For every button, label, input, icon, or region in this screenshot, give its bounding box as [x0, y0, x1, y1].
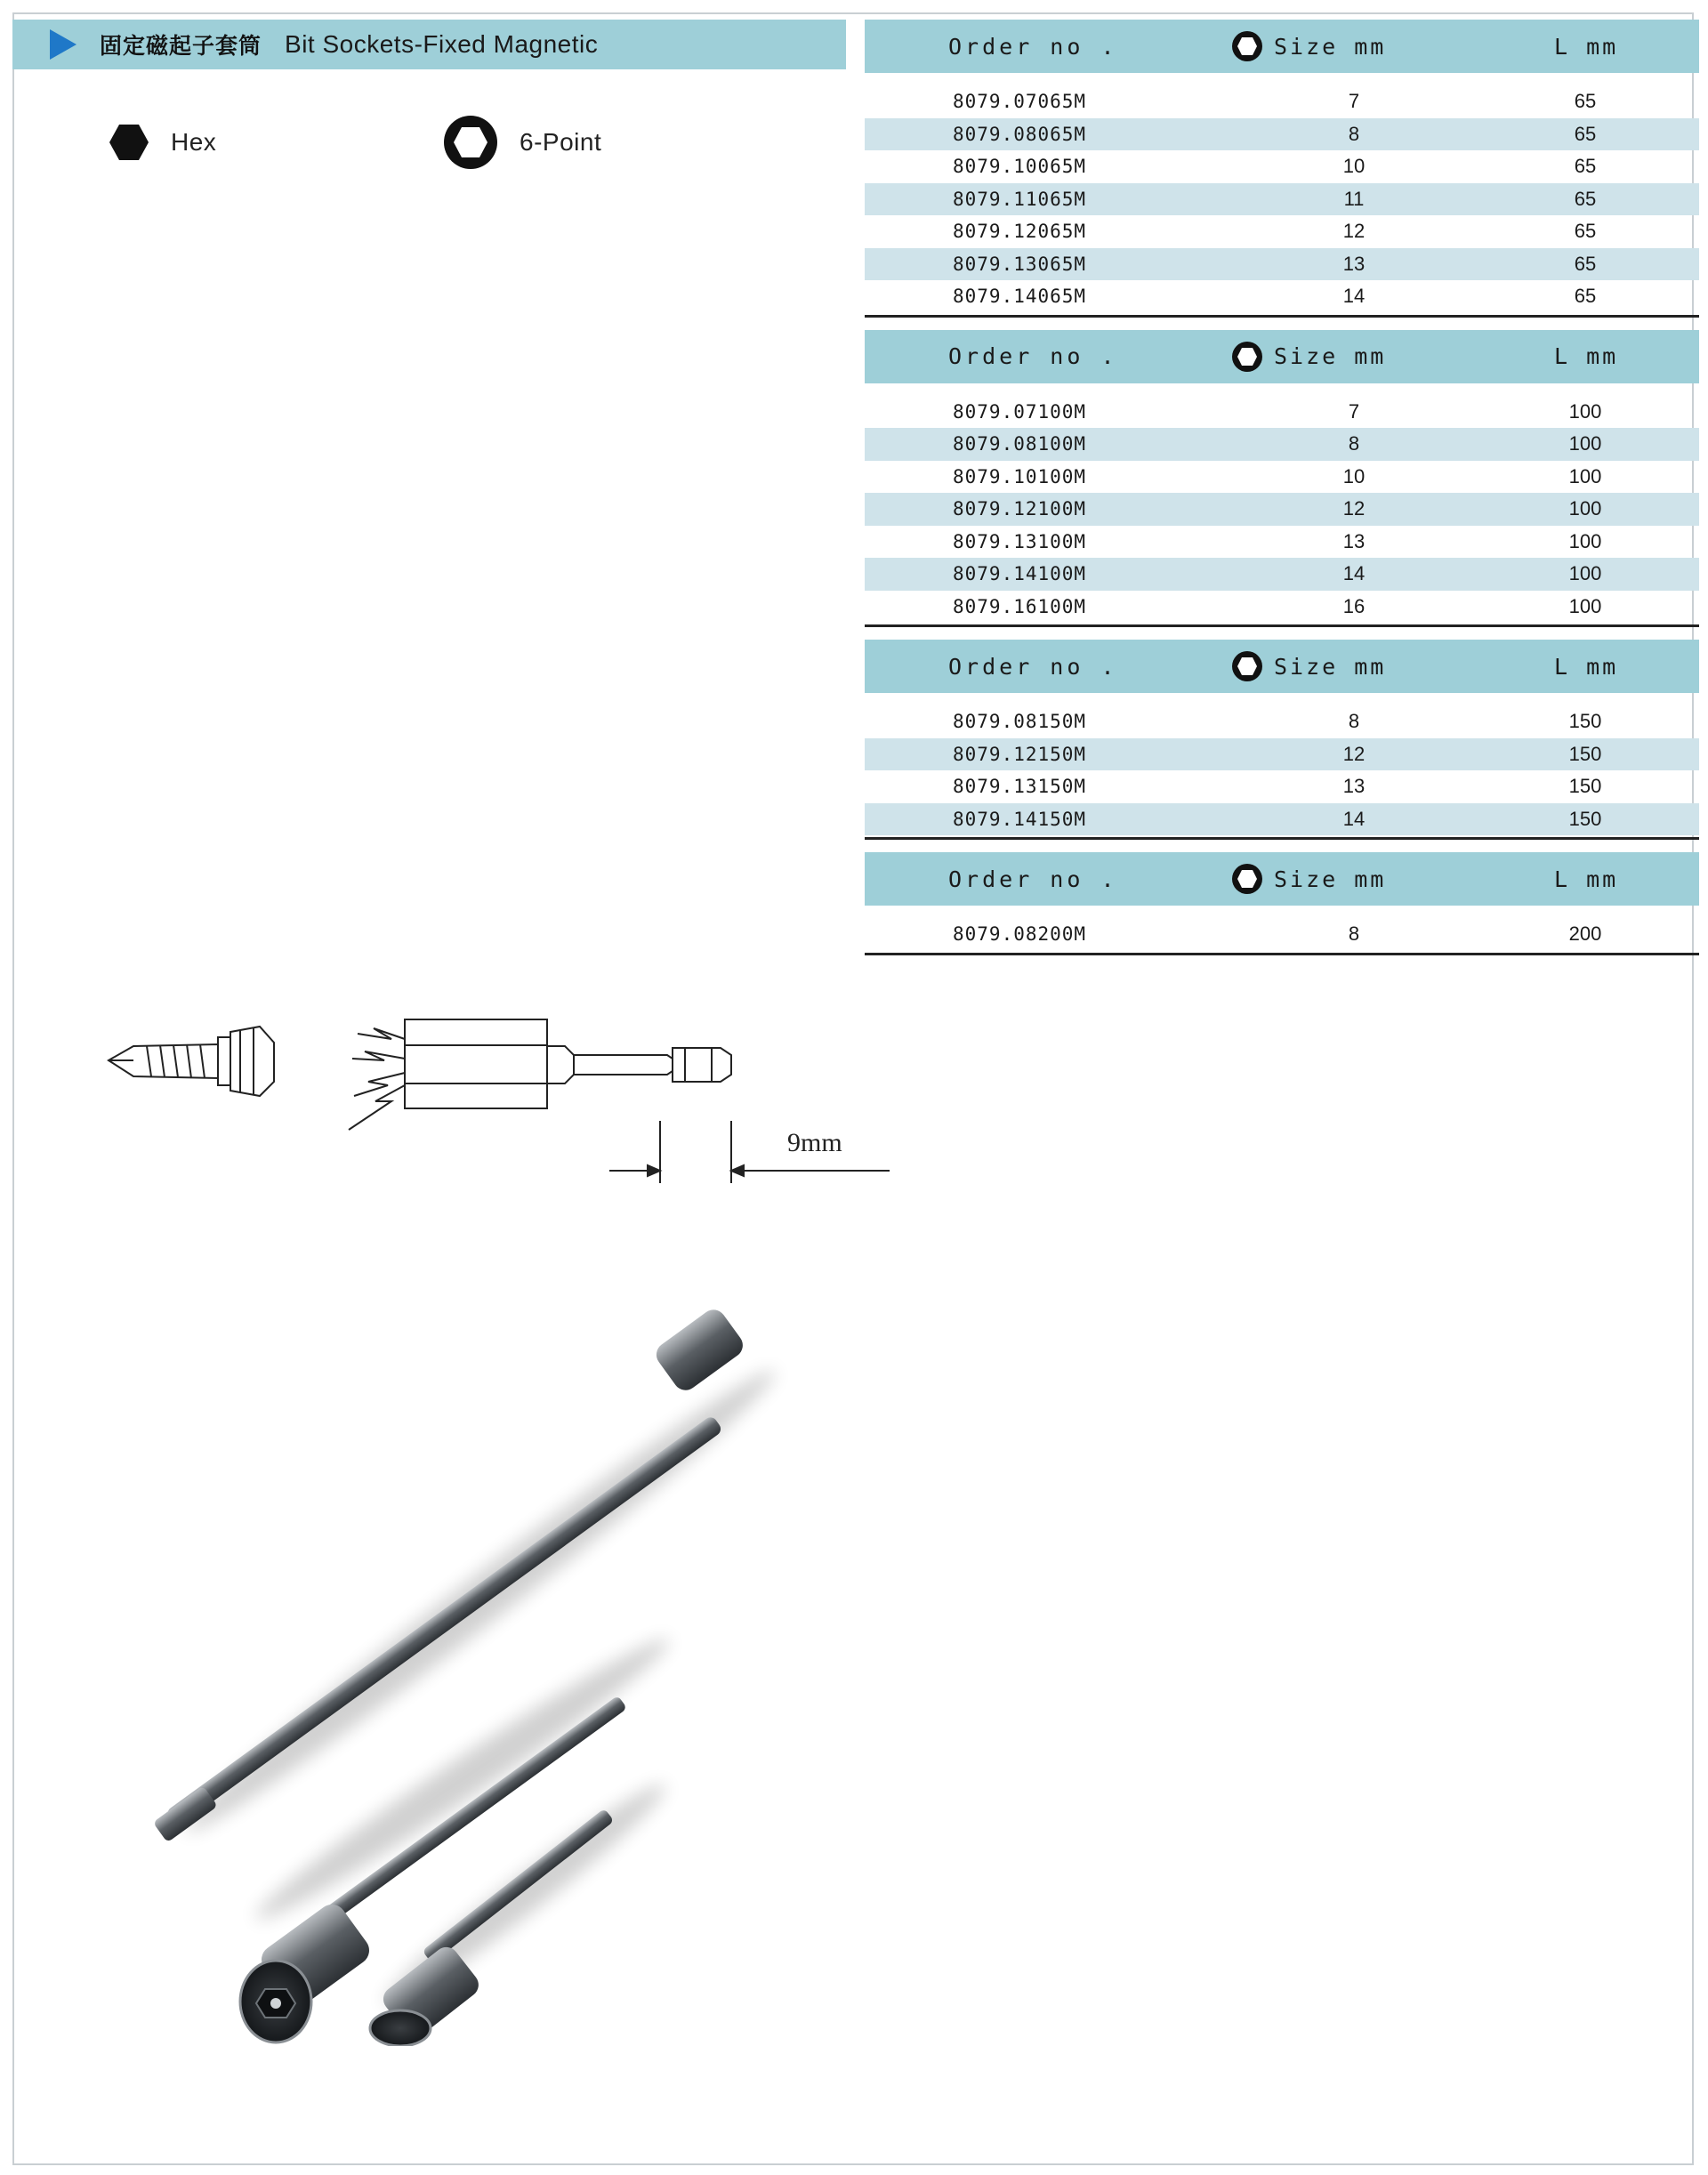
- cell-length: 65: [1574, 187, 1597, 210]
- cell-size: 14: [1342, 285, 1366, 308]
- cell-length: 150: [1568, 807, 1602, 830]
- table-row: [865, 493, 1699, 526]
- table-row: [865, 591, 1699, 624]
- cell-length: 100: [1568, 497, 1602, 520]
- cell-size: 8: [1348, 710, 1360, 733]
- six-point-icon: [1231, 30, 1263, 62]
- column-header-size: [1231, 341, 1511, 373]
- table-row: [865, 526, 1699, 559]
- table-spacer: [865, 840, 1699, 852]
- cell-order: 8079.16100M: [953, 595, 1087, 617]
- table-row: [865, 770, 1699, 803]
- column-header-size: [1231, 30, 1511, 62]
- cell-size: 13: [1342, 252, 1366, 275]
- table-row: [865, 558, 1699, 591]
- column-header-size-label: Size mm: [1274, 866, 1387, 892]
- table-row: [865, 803, 1699, 836]
- table-row: [865, 183, 1699, 216]
- cell-order: 8079.14150M: [953, 808, 1087, 830]
- cell-size: 12: [1342, 497, 1366, 520]
- column-header-order: Order no .: [948, 653, 1118, 680]
- cell-size: 12: [1342, 220, 1366, 243]
- table-body: [865, 906, 1699, 951]
- cell-order: 8079.14100M: [953, 563, 1087, 585]
- six-point-icon: [1231, 650, 1263, 682]
- cell-length: 150: [1568, 710, 1602, 733]
- product-photo: [142, 1281, 925, 2046]
- table-body: [865, 693, 1699, 835]
- legend-label-six-point: 6-Point: [520, 128, 602, 156]
- spec-table-150: [865, 640, 1699, 840]
- cell-length: 65: [1574, 155, 1597, 178]
- cell-length: 200: [1568, 922, 1602, 946]
- column-header-size: [1231, 650, 1511, 682]
- legend-label-hex: Hex: [171, 128, 217, 156]
- long-bit-socket: [153, 1305, 748, 1842]
- cell-order: 8079.08100M: [953, 433, 1087, 455]
- cell-length: 100: [1568, 399, 1602, 423]
- table-body: [865, 73, 1699, 313]
- bit-socket-drawing: [349, 1019, 731, 1130]
- title-english: Bit Sockets-Fixed Magnetic: [285, 30, 599, 58]
- cell-order: 8079.07100M: [953, 400, 1087, 423]
- column-header-size-label: Size mm: [1274, 343, 1387, 369]
- screw-drawing: [109, 1027, 274, 1096]
- cell-order: 8079.13100M: [953, 530, 1087, 552]
- cell-length: 65: [1574, 252, 1597, 275]
- cell-order: 8079.08200M: [953, 923, 1087, 946]
- cell-size: 8: [1348, 922, 1360, 946]
- cell-order: 8079.13065M: [953, 253, 1087, 275]
- cell-length: 65: [1574, 220, 1597, 243]
- table-row: [865, 918, 1699, 951]
- cell-size: 8: [1348, 122, 1360, 145]
- table-row: [865, 280, 1699, 313]
- dimension-label: 9mm: [787, 1128, 842, 1157]
- cell-order: 8079.12100M: [953, 498, 1087, 520]
- cell-size: 12: [1342, 742, 1366, 765]
- cell-length: 65: [1574, 122, 1597, 145]
- table-body: [865, 383, 1699, 624]
- technical-diagram: [98, 996, 898, 1192]
- cell-size: 8: [1348, 432, 1360, 455]
- cell-order: 8079.14065M: [953, 286, 1087, 308]
- cell-length: 65: [1574, 285, 1597, 308]
- cell-order: 8079.12150M: [953, 743, 1087, 765]
- cell-size: 10: [1342, 464, 1366, 487]
- legend-item-six-point: [443, 116, 601, 169]
- six-point-icon: [1231, 863, 1263, 895]
- hex-icon: [109, 124, 149, 161]
- dimension-marker: [609, 1121, 890, 1183]
- table-row: [865, 705, 1699, 738]
- cell-length: 100: [1568, 529, 1602, 552]
- cell-order: 8079.08150M: [953, 711, 1087, 733]
- column-header-length: L mm: [1554, 33, 1619, 60]
- table-bottom-rule: [865, 624, 1699, 627]
- cell-size: 7: [1348, 399, 1360, 423]
- table-row: [865, 118, 1699, 151]
- table-row: [865, 150, 1699, 183]
- cell-length: 100: [1568, 562, 1602, 585]
- cell-order: 8079.13150M: [953, 776, 1087, 798]
- column-header-length: L mm: [1554, 653, 1619, 680]
- table-row: [865, 738, 1699, 771]
- table-row: [865, 215, 1699, 248]
- table-row: [865, 248, 1699, 281]
- column-header-size: [1231, 863, 1511, 895]
- cell-order: 8079.11065M: [953, 188, 1087, 210]
- cell-size: 13: [1342, 775, 1366, 798]
- cell-length: 65: [1574, 90, 1597, 113]
- cell-order: 8079.10065M: [953, 156, 1087, 178]
- cell-length: 150: [1568, 742, 1602, 765]
- cell-size: 10: [1342, 155, 1366, 178]
- table-spacer: [865, 318, 1699, 330]
- title-chinese: 固定磁起子套筒: [100, 33, 262, 59]
- six-point-icon: [1231, 341, 1263, 373]
- table-row: [865, 85, 1699, 118]
- cell-size: 13: [1342, 529, 1366, 552]
- column-header-size-label: Size mm: [1274, 33, 1387, 60]
- cell-order: 8079.10100M: [953, 465, 1087, 487]
- column-header-order: Order no .: [948, 33, 1118, 60]
- column-header-length: L mm: [1554, 343, 1619, 369]
- cell-order: 8079.12065M: [953, 221, 1087, 243]
- column-header-order: Order no .: [948, 343, 1118, 369]
- column-header-order: Order no .: [948, 866, 1118, 892]
- table-bottom-rule: [865, 837, 1699, 840]
- table-row: [865, 461, 1699, 494]
- cell-size: 11: [1343, 187, 1365, 210]
- table-header: [865, 852, 1699, 906]
- column-header-length: L mm: [1554, 866, 1619, 892]
- legend: [109, 116, 731, 169]
- table-bottom-rule: [865, 953, 1699, 955]
- cell-size: 14: [1342, 807, 1366, 830]
- cell-order: 8079.08065M: [953, 123, 1087, 145]
- cell-size: 14: [1342, 562, 1366, 585]
- spec-tables: [865, 20, 1699, 955]
- table-header: [865, 640, 1699, 693]
- table-row: [865, 428, 1699, 461]
- table-bottom-rule: [865, 315, 1699, 318]
- title-bar: [12, 20, 846, 69]
- table-spacer: [865, 627, 1699, 640]
- table-header: [865, 330, 1699, 383]
- cell-size: 7: [1348, 90, 1360, 113]
- cell-length: 100: [1568, 594, 1602, 617]
- cell-length: 100: [1568, 432, 1602, 455]
- legend-item-hex: [109, 116, 216, 169]
- play-arrow-icon: [50, 29, 77, 60]
- spec-table-100: [865, 330, 1699, 628]
- spec-table-65: [865, 20, 1699, 318]
- cell-length: 150: [1568, 775, 1602, 798]
- table-header: [865, 20, 1699, 73]
- cell-size: 16: [1342, 594, 1366, 617]
- column-header-size-label: Size mm: [1274, 653, 1387, 680]
- six-point-icon: [443, 115, 498, 170]
- cell-order: 8079.07065M: [953, 91, 1087, 113]
- spec-table-200: [865, 852, 1699, 955]
- cell-length: 100: [1568, 464, 1602, 487]
- table-row: [865, 396, 1699, 429]
